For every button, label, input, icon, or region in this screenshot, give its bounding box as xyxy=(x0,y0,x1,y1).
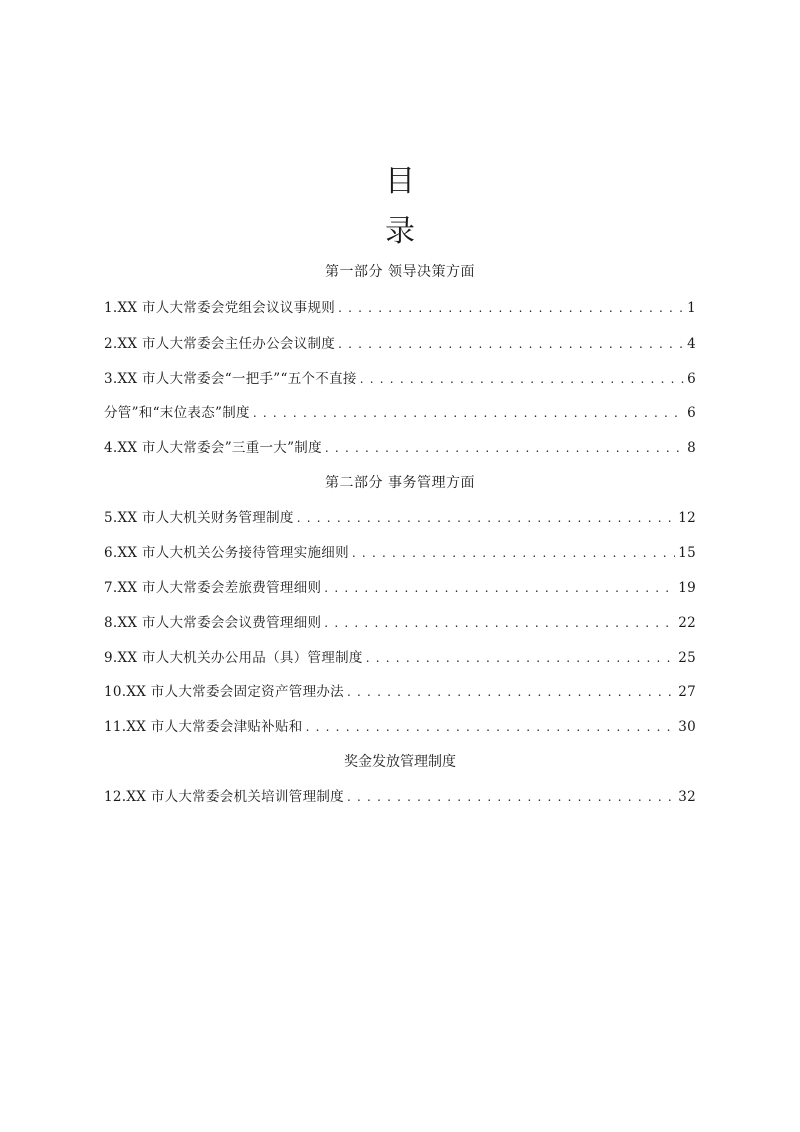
toc-entry-title: 2.XX 市人大常委会主任办公会议制度 xyxy=(104,336,336,352)
toc-entry-title: 10.XX 市人大常委会固定资产管理办法 xyxy=(104,684,344,700)
toc-dot-leader xyxy=(338,298,684,318)
toc-dot-leader xyxy=(366,648,676,668)
toc-dot-leader xyxy=(297,508,676,528)
toc-entry-page: 25 xyxy=(678,650,696,666)
toc-entry-title: 6.XX 市人大机关公务接待管理实施细则 xyxy=(104,545,349,561)
toc-entry-title: 12.XX 市人大常委会机关培训管理制度 xyxy=(104,789,344,805)
toc-entry-page: 8 xyxy=(687,440,696,456)
toc-entry-title: 4.XX 市人大常委会”三重一大”制度 xyxy=(104,440,322,456)
toc-entry xyxy=(104,403,696,423)
toc-entry xyxy=(104,334,696,354)
toc-entry-page: 12 xyxy=(678,510,696,526)
toc-dot-leader xyxy=(324,613,675,633)
toc-entry-page: 19 xyxy=(678,580,696,596)
toc-dot-leader xyxy=(338,334,684,354)
toc-entry-title: 8.XX 市人大常委会会议费管理细则 xyxy=(104,615,322,631)
toc-entry xyxy=(104,682,696,702)
toc-title-char-1: 目 xyxy=(385,164,415,199)
toc-entry xyxy=(104,438,696,458)
toc-dot-leader xyxy=(306,717,676,737)
section-heading-part1: 第一部分 领导决策方面 xyxy=(325,264,475,280)
toc-entry-title: 5.XX 市人大机关财务管理制度 xyxy=(104,510,294,526)
toc-entry-page: 1 xyxy=(687,300,696,316)
toc-entry-page: 4 xyxy=(687,336,696,352)
toc-entry xyxy=(104,543,696,563)
toc-dot-leader xyxy=(253,403,684,423)
toc-entry-title: 分管”和“末位表态”制度 xyxy=(104,405,250,421)
toc-entry xyxy=(104,578,696,598)
toc-dot-leader xyxy=(352,543,675,563)
toc-dot-leader xyxy=(324,578,675,598)
toc-dot-leader xyxy=(325,438,684,458)
toc-entry-title: 11.XX 市人大常委会津贴补贴和 xyxy=(104,719,303,735)
toc-entry xyxy=(104,298,696,318)
toc-entry xyxy=(104,787,696,807)
toc-entry-page: 32 xyxy=(678,789,696,805)
toc-entry-page: 6 xyxy=(687,371,696,387)
toc-dot-leader xyxy=(360,369,684,389)
toc-dot-leader xyxy=(347,682,675,702)
toc-entry-page: 15 xyxy=(678,545,696,561)
toc-entry-title: 1.XX 市人大常委会党组会议议事规则 xyxy=(104,300,336,316)
toc-dot-leader xyxy=(347,787,675,807)
toc-entry xyxy=(104,508,696,528)
toc-entry-title: 3.XX 市人大常委会“一把手”“五个不直接 xyxy=(104,371,357,387)
toc-entry-page: 27 xyxy=(678,684,696,700)
toc-entry-page: 6 xyxy=(687,405,696,421)
toc-entry xyxy=(104,717,696,737)
toc-entry-page: 30 xyxy=(678,719,696,735)
toc-entry xyxy=(104,648,696,668)
toc-entry xyxy=(104,369,696,389)
toc-entry-title: 7.XX 市人大常委会差旅费管理细则 xyxy=(104,580,322,596)
toc-entry-page: 22 xyxy=(678,615,696,631)
toc-entry-title: 9.XX 市人大机关办公用品（具）管理制度 xyxy=(104,650,363,666)
toc-entry xyxy=(104,613,696,633)
toc-entry-continuation: 奖金发放管理制度 xyxy=(344,754,456,770)
toc-title-char-2: 录 xyxy=(385,214,415,249)
section-heading-part2: 第二部分 事务管理方面 xyxy=(325,475,475,491)
